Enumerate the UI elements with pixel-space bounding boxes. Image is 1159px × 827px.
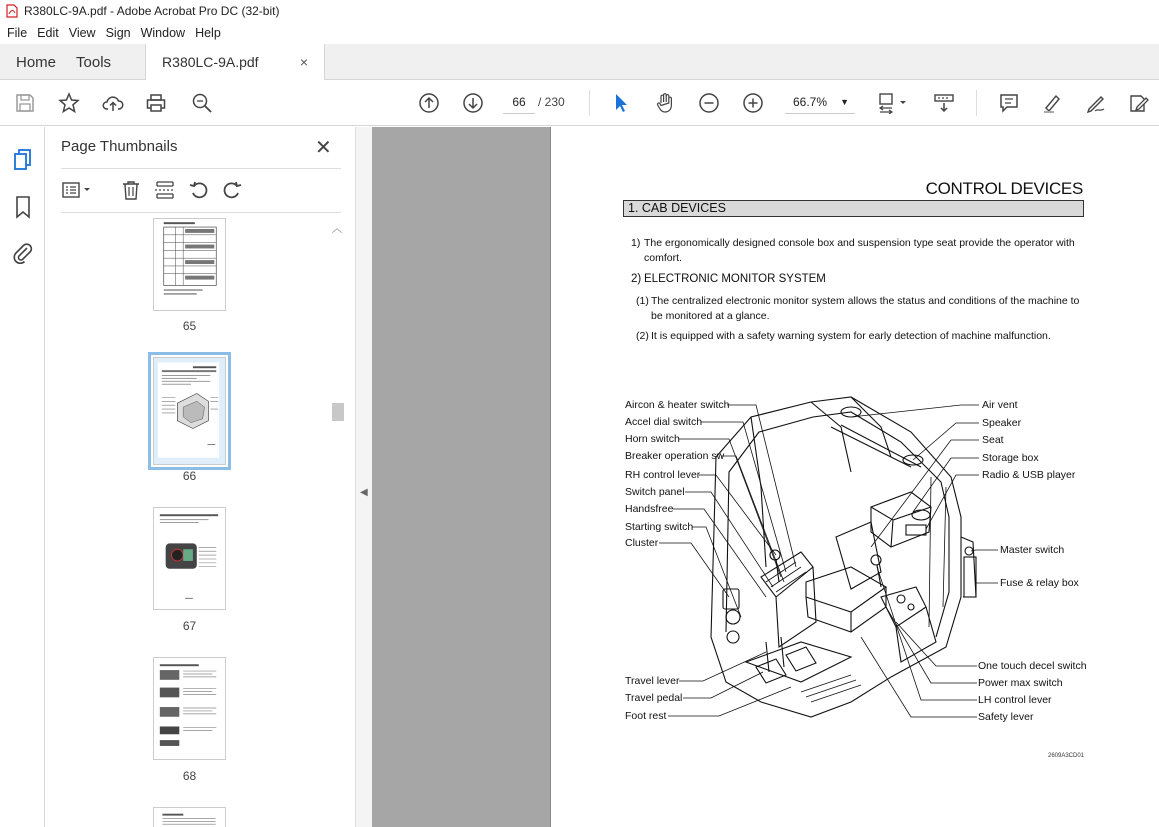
section-heading: 1. CAB DEVICES [623,200,1084,217]
next-page-icon[interactable] [460,90,486,116]
label-breaker-operation-sw: Breaker operation sw [625,450,725,462]
chevron-up-icon[interactable]: ︿ [332,224,342,235]
paragraph: The ergonomically designed console box and suspension type seat provide the operator with comfort. [644,237,1075,264]
scrollbar-thumb[interactable] [332,403,344,421]
tab-document-label: R380LC-9A.pdf [162,54,259,70]
page-total: / 230 [538,95,565,109]
collapse-arrow-icon[interactable]: ◀ [360,487,368,498]
zoom-select[interactable] [785,90,855,114]
paragraph: The centralized electronic monitor system allows the status and conditions of the machine to be monitored at a glance. [651,295,1080,322]
window-title: R380LC-9A.pdf - Adobe Acrobat Pro DC (32-bit) [24,4,280,18]
label-rh-control-lever: RH control lever [625,469,701,481]
delete-icon[interactable] [120,179,142,201]
divider [61,168,341,169]
label-handsfree: Handsfree [625,503,674,515]
insert-page-icon[interactable] [154,179,176,201]
label-safety-lever: Safety lever [978,711,1034,723]
label-one-touch-decel-switch: One touch decel switch [978,660,1087,672]
previous-page-icon[interactable] [416,90,442,116]
label-speaker: Speaker [982,417,1022,429]
page-thumbnail[interactable] [153,357,226,465]
highlight-pen-icon[interactable] [1039,90,1065,116]
thumbnail-list [45,217,345,827]
thumbnail-options-icon[interactable] [61,179,93,201]
thumbnail-preview [154,658,225,759]
menu-edit[interactable]: Edit [37,26,59,40]
page-thumbnail[interactable] [153,507,226,610]
toolbar-divider [589,90,590,116]
figure-code: 2609A3CD01 [1048,753,1085,759]
label-storage-box: Storage box [982,452,1039,464]
menu-file[interactable]: File [7,26,28,40]
page-number-input[interactable]: 66 [503,90,535,114]
tab-home[interactable]: Home [16,53,57,71]
pdf-page [550,127,1159,827]
toolbar-divider [976,90,977,116]
main-toolbar [0,80,1159,126]
panel-title: Page Thumbnails [61,138,178,155]
thumbnail-preview [154,358,225,464]
menu-help[interactable]: Help [195,26,221,40]
label-seat: Seat [982,434,1004,446]
label-travel-lever: Travel lever [625,675,680,687]
title-bar [0,0,1159,22]
save-icon[interactable] [12,90,38,116]
hand-tool-icon[interactable] [652,90,678,116]
subheading: ELECTRONIC MONITOR SYSTEM [644,273,826,285]
tab-bar [0,44,1159,80]
label-foot-rest: Foot rest [625,710,667,722]
menu-bar [0,22,1159,44]
thumbnail-preview [154,508,225,609]
thumbnail-label: 67 [182,619,197,633]
divider [61,212,341,213]
label-starting-switch: Starting switch [625,521,694,533]
chevron-down-icon: ▼ [840,97,849,107]
page-thumbnails-icon[interactable] [11,147,35,171]
label-air-vent: Air vent [982,399,1018,411]
menu-window[interactable]: Window [140,26,186,40]
fit-page-icon[interactable] [874,90,910,116]
label-fuse-relay-box: Fuse & relay box [1000,577,1079,589]
star-icon[interactable] [56,90,82,116]
zoom-in-icon[interactable] [740,90,766,116]
print-icon[interactable] [143,90,169,116]
menu-view[interactable]: View [68,26,96,40]
acrobat-logo-icon [6,4,18,18]
thumbnails-panel [45,127,355,827]
tab-close-icon[interactable]: × [299,54,309,70]
label-lh-control-lever: LH control lever [978,694,1052,706]
page-title: CONTROL DEVICES [925,179,1083,198]
tab-document[interactable] [145,44,325,80]
rotate-right-icon[interactable] [221,179,243,201]
zoom-search-icon[interactable] [189,90,215,116]
label-aircon-heater-switch: Aircon & heater switch [625,399,730,411]
label-switch-panel: Switch panel [625,486,685,498]
label-master-switch: Master switch [1000,544,1065,556]
edit-pdf-icon[interactable] [1126,90,1152,116]
page-thumbnail[interactable] [153,657,226,760]
thumbnails-scrollbar[interactable] [330,218,345,826]
zoom-out-icon[interactable] [696,90,722,116]
item-number: (1) [636,295,649,307]
paragraph: It is equipped with a safety warning system for early detection of machine malfunction. [651,330,1051,342]
menu-sign[interactable]: Sign [105,26,131,40]
label-horn-switch: Horn switch [625,433,680,445]
thumbnail-preview [154,808,225,827]
upload-cloud-icon[interactable] [100,90,126,116]
thumbnail-label: 65 [182,319,197,333]
label-cluster: Cluster [625,537,659,549]
item-number: 1) [631,237,641,249]
item-number: 2) [631,273,642,285]
page-thumbnail[interactable] [153,807,226,827]
zoom-value: 66.7% [793,95,828,109]
thumbnail-label: 66 [182,469,197,483]
tab-tools[interactable]: Tools [76,53,112,71]
left-rail [0,127,45,827]
panel-collapse-handle[interactable] [355,127,372,827]
label-radio-usb-player: Radio & USB player [982,469,1076,481]
fill-sign-icon[interactable] [1083,90,1109,116]
label-travel-pedal: Travel pedal [625,692,683,704]
close-icon[interactable]: ✕ [315,137,332,159]
select-cursor-icon[interactable] [608,90,634,116]
page-thumbnail[interactable] [153,218,226,311]
rotate-left-icon[interactable] [188,179,210,201]
label-accel-dial-switch: Accel dial switch [625,416,703,428]
item-number: (2) [636,330,649,342]
thumbnail-preview [154,219,225,310]
bookmark-icon[interactable] [11,195,35,219]
comment-icon[interactable] [996,90,1022,116]
attachment-icon[interactable] [11,241,35,265]
label-power-max-switch: Power max switch [978,677,1063,689]
thumbnail-label: 68 [182,769,197,783]
scroll-mode-icon[interactable] [931,90,957,116]
